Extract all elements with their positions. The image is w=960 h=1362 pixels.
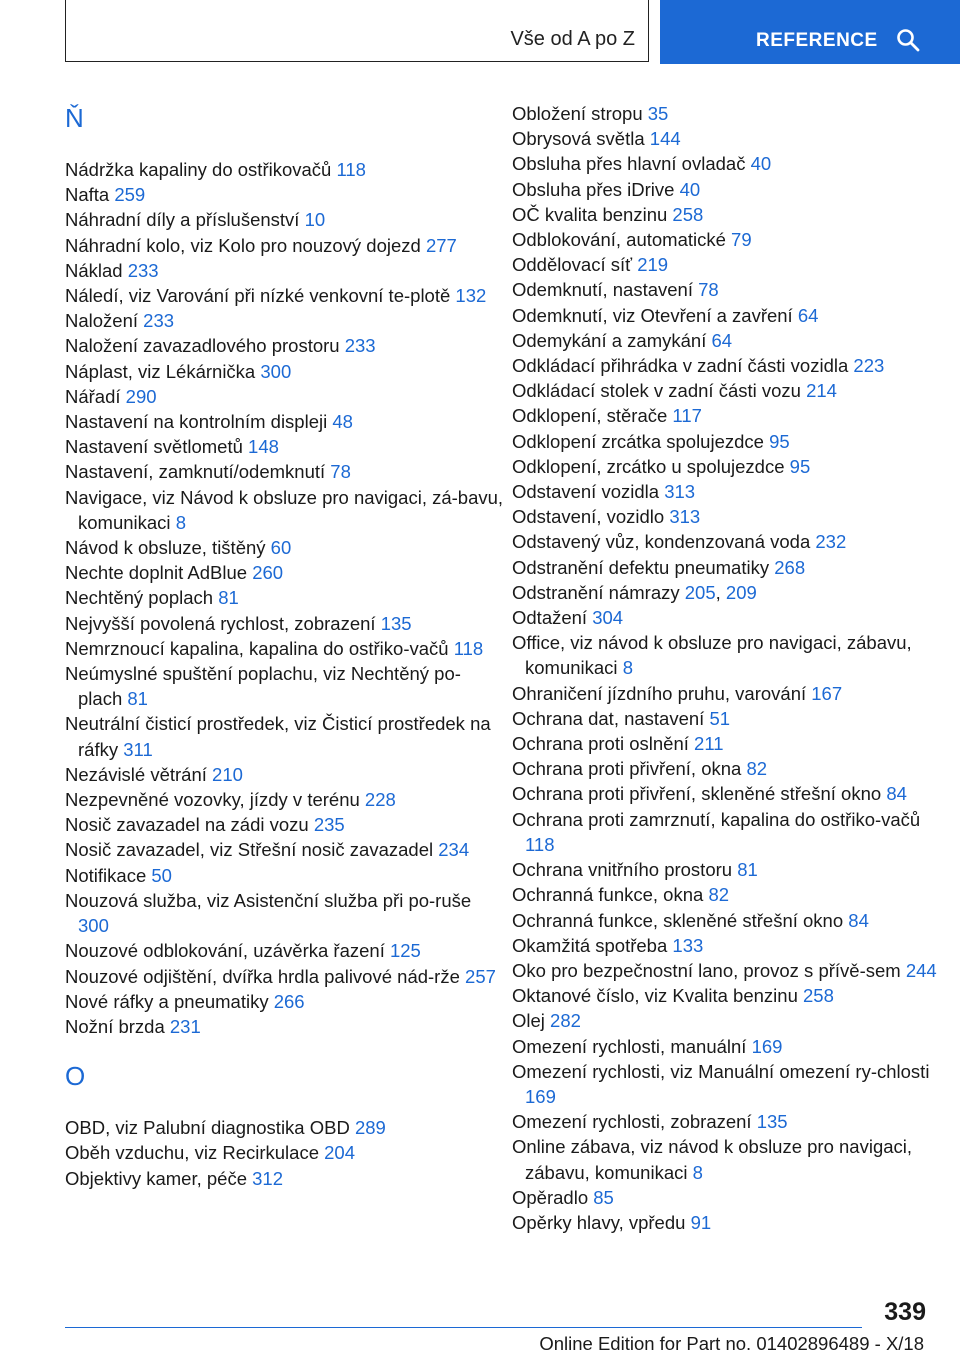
index-entry-text: Nářadí — [65, 385, 121, 407]
index-entry — [512, 151, 952, 176]
index-letter-heading: O — [65, 1061, 86, 1092]
index-entry — [512, 101, 952, 126]
index-entry-text: Odklopení, stěrače — [512, 405, 668, 427]
page-link[interactable]: 8 — [692, 1161, 703, 1183]
page-link[interactable]: 228 — [364, 789, 396, 811]
footer-edition: Online Edition for Part no. 01402896489 - X/18 — [539, 1333, 924, 1354]
index-entry — [65, 812, 505, 837]
index-entry — [65, 333, 505, 358]
index-entry-text: Nosič zavazadel, viz Střešní nosič zavazadel — [65, 839, 434, 861]
reference-tab-label: REFERENCE — [756, 30, 878, 51]
index-entry-text: Nádržka kapaliny do ostřikovačů — [65, 159, 332, 180]
page-link[interactable]: 260 — [252, 562, 284, 584]
index-entry-text: Omezení rychlosti, manuální — [512, 1035, 747, 1057]
page-link[interactable]: 205 — [684, 581, 716, 603]
page-link[interactable]: 219 — [637, 254, 669, 276]
index-entry — [65, 157, 505, 182]
index-entry-text: Ochranná funkce, okna — [512, 884, 704, 906]
index-entry — [512, 479, 952, 504]
index-entry — [512, 252, 952, 277]
index-entry — [65, 1140, 505, 1165]
page-link[interactable]: 50 — [151, 864, 172, 886]
index-entry — [65, 182, 505, 207]
index-entry-text: Odblokování, automatické — [512, 229, 726, 251]
page-link[interactable]: 211 — [694, 733, 724, 755]
index-entry-text: OBD, viz Palubní diagnostika OBD — [65, 1117, 350, 1139]
index-entry — [512, 202, 952, 227]
index-entry-text: Notifikace — [65, 864, 147, 886]
index-entry — [512, 857, 952, 882]
page-link[interactable]: 169 — [525, 1085, 556, 1107]
index-entry — [65, 1115, 505, 1140]
page-link[interactable]: 78 — [698, 279, 719, 301]
page-link[interactable]: 290 — [125, 385, 157, 407]
index-entry — [512, 177, 952, 202]
index-entry-text: Okamžitá spotřeba — [512, 934, 668, 956]
index-entry — [512, 933, 952, 958]
page-link[interactable]: 64 — [711, 329, 733, 351]
index-entry-text: Navigace, viz Návod k obsluze pro navigaci, zá-bavu, komunikaci — [65, 486, 504, 533]
index-entry — [512, 706, 952, 731]
page-link[interactable]: 300 — [78, 915, 109, 937]
index-entry — [512, 403, 952, 428]
index-entry-text: Odkládací přihrádka v zadní části vozidla — [512, 355, 849, 377]
index-entry — [512, 277, 952, 302]
reference-tab[interactable] — [660, 0, 960, 64]
index-entry — [65, 585, 505, 610]
page-link[interactable]: 125 — [389, 940, 421, 962]
index-entry — [512, 429, 952, 454]
page-link[interactable]: 91 — [690, 1211, 712, 1233]
index-entry — [65, 233, 505, 258]
index-entry-text: Office, viz návod k obsluze pro navigaci, zábavu, komunikaci — [512, 632, 912, 679]
index-entry-text: Neúmyslné spuštění poplachu, viz Nechtěný po-plach — [65, 663, 461, 710]
page-link[interactable]: 311 — [123, 738, 153, 760]
index-entry-text: Odstavený vůz, kondenzovaná voda — [512, 531, 811, 553]
index-entry-text: Odklopení zrcátka spolujezdce — [512, 430, 764, 452]
index-entry-text: Odstavení vozidla — [512, 481, 660, 503]
index-entry-text: Odklopení, zrcátko u spolujezdce — [512, 455, 785, 477]
index-entry — [512, 781, 952, 806]
page-link[interactable]: 117 — [672, 405, 702, 427]
index-entry: Odstranění námrazy 205, 209 — [512, 581, 757, 603]
index-entry-text: Ochranná funkce, skleněné střešní okno — [512, 909, 844, 931]
index-entry — [65, 207, 505, 232]
index-column-left — [65, 101, 505, 1191]
page-link[interactable]: 10 — [304, 209, 326, 231]
index-entry — [512, 529, 952, 554]
index-entry-text: Odemknutí, nastavení — [512, 279, 693, 301]
index-entry-text: Omezení rychlosti, viz Manuální omezení ry-chlosti — [512, 1060, 930, 1082]
index-entry-text: Odstavení, vozidlo — [512, 506, 665, 528]
index-entry — [512, 1034, 952, 1059]
index-entry — [65, 611, 505, 636]
page-link[interactable]: 48 — [332, 411, 353, 433]
index-entry — [512, 454, 952, 479]
index-entry-text: Nastavení světlometů — [65, 436, 243, 458]
page-link[interactable]: 82 — [708, 884, 730, 906]
index-entry — [65, 1014, 505, 1039]
index-entry — [65, 560, 505, 585]
search-icon[interactable] — [896, 28, 920, 52]
index-entry-text: Obrysová světla — [512, 128, 645, 150]
index-entry — [65, 434, 505, 459]
index-entry-text: Ochrana proti přivření, okna — [512, 758, 742, 780]
index-entry — [512, 378, 952, 403]
index-column-right — [512, 101, 952, 1235]
index-entry — [512, 756, 952, 781]
page-link[interactable]: 40 — [750, 153, 772, 175]
page-link[interactable]: 8 — [175, 511, 186, 533]
page-number: 339 — [884, 1298, 926, 1326]
index-entry-text: Nové ráfky a pneumatiky — [65, 990, 269, 1012]
page-link[interactable]: 132 — [455, 285, 487, 307]
index-entry-text: Omezení rychlosti, zobrazení — [512, 1111, 752, 1133]
index-entry — [512, 882, 952, 907]
index-list-n — [65, 157, 505, 1039]
page-link[interactable]: 209 — [725, 581, 757, 603]
page-link[interactable]: 258 — [672, 203, 704, 225]
index-entry-text: Oko pro bezpečnostní lano, provoz s přívě-sem — [512, 959, 901, 981]
index-entry — [65, 359, 505, 384]
page-link[interactable]: 234 — [438, 839, 470, 861]
index-entry-text: Odstranění námrazy — [512, 581, 680, 603]
index-entry — [512, 1109, 952, 1134]
index-entry-text: Obsluha přes iDrive — [512, 178, 675, 200]
index-entry — [512, 1210, 952, 1235]
index-entry-text: Nechtěný poplach — [65, 587, 214, 609]
index-entry-text: Nouzové odblokování, uzávěrka řazení — [65, 940, 385, 962]
footer-divider — [65, 1327, 862, 1328]
index-entry-text: Náplast, viz Lékárnička — [65, 360, 256, 382]
index-entry-text: Neutrální čisticí prostředek, viz Čisticí prostředek na ráfky — [65, 713, 491, 760]
page-link[interactable]: 8 — [622, 657, 633, 679]
page-link[interactable]: 277 — [425, 234, 457, 256]
index-entry — [65, 661, 505, 711]
index-entry-text: Oběh vzduchu, viz Recirkulace — [65, 1142, 319, 1164]
index-entry-text: Nechte doplnit AdBlue — [65, 562, 248, 584]
index-entry-text: Ochrana proti přivření, skleněné střešní okno — [512, 783, 882, 805]
index-entry — [65, 989, 505, 1014]
index-entry-text: Oddělovací síť — [512, 254, 633, 276]
page-link[interactable]: 64 — [797, 304, 819, 326]
index-entry-text: Odemykání a zamykání — [512, 329, 707, 351]
page-link[interactable]: 300 — [260, 360, 292, 382]
index-entry — [512, 126, 952, 151]
page-link[interactable]: 210 — [212, 763, 243, 785]
index-entry-text: Nastavení na kontrolním displeji — [65, 411, 328, 433]
index-entry — [65, 938, 505, 963]
index-entry — [65, 762, 505, 787]
page-link[interactable]: 51 — [709, 707, 731, 729]
page-link[interactable]: 118 — [336, 159, 366, 180]
index-entry-text: Odkládací stolek v zadní části vozu — [512, 380, 801, 402]
index-entry-text: Naložení zavazadlového prostoru — [65, 335, 340, 357]
index-entry-text: Olej — [512, 1010, 545, 1032]
page-link[interactable]: 204 — [324, 1142, 355, 1164]
index-entry — [65, 787, 505, 812]
page-link[interactable]: 144 — [649, 128, 681, 150]
index-entry-text: Nejvyšší povolená rychlost, zobrazení — [65, 612, 376, 634]
index-entry — [65, 258, 505, 283]
index-entry — [512, 630, 952, 680]
page-link[interactable]: 233 — [344, 335, 376, 357]
index-entry — [512, 353, 952, 378]
page-link[interactable]: 84 — [848, 909, 869, 931]
index-entry — [512, 227, 952, 252]
index-entry-text: Nouzová služba, viz Asistenční služba při po-ruše — [65, 889, 472, 911]
page-link[interactable]: 258 — [803, 985, 834, 1007]
page-link[interactable]: 118 — [453, 637, 484, 659]
index-entry — [512, 328, 952, 353]
page-link[interactable]: 233 — [127, 259, 159, 281]
page-link[interactable]: 244 — [905, 959, 937, 981]
page-link[interactable]: 40 — [679, 178, 701, 200]
index-entry — [512, 681, 952, 706]
index-entry-text: Nafta — [65, 184, 110, 206]
page-link[interactable]: 95 — [789, 455, 811, 477]
index-entry — [512, 731, 952, 756]
index-entry — [65, 459, 505, 484]
section-title: Vše od A po Z — [510, 28, 635, 50]
page-link[interactable]: 282 — [550, 1010, 581, 1032]
index-entry — [65, 283, 505, 308]
page-link[interactable]: 82 — [746, 758, 768, 780]
index-entry — [512, 555, 952, 580]
index-entry-text: Náklad — [65, 259, 123, 281]
index-entry-text: OČ kvalita benzinu — [512, 203, 668, 225]
index-entry-text: Oktanové číslo, viz Kvalita benzinu — [512, 985, 798, 1007]
index-entry — [65, 964, 505, 989]
index-entry — [65, 535, 505, 560]
page-link[interactable]: 81 — [737, 859, 758, 881]
index-entry — [65, 409, 505, 434]
index-entry — [512, 983, 952, 1008]
header-section-box — [65, 0, 649, 62]
index-entry-text: Ochrana vnitřního prostoru — [512, 859, 733, 881]
index-list-o — [65, 1115, 505, 1191]
page-link[interactable]: 233 — [143, 310, 175, 332]
index-entry-text: Online zábava, viz návod k obsluze pro navigaci, zábavu, komunikaci — [512, 1136, 913, 1183]
index-entry — [65, 1166, 505, 1191]
page-link[interactable]: 259 — [114, 184, 146, 206]
page-link[interactable]: 135 — [756, 1111, 788, 1133]
page-link[interactable]: 257 — [465, 965, 496, 987]
index-entry — [512, 807, 952, 857]
index-entry-text: Ochrana proti oslnění — [512, 733, 689, 755]
page-link[interactable]: 167 — [811, 682, 843, 704]
page-link[interactable]: 81 — [218, 587, 239, 609]
index-entry-text: Nosič zavazadel na zádi vozu — [65, 814, 309, 836]
index-entry-text: Nezávislé větrání — [65, 763, 207, 785]
index-entry — [512, 504, 952, 529]
page-link[interactable]: 231 — [169, 1015, 201, 1037]
index-entry-text: Náhradní díly a příslušenství — [65, 209, 300, 231]
index-entry-text: Opěradlo — [512, 1186, 589, 1208]
index-entry-text: Nemrznoucí kapalina, kapalina do ostřiko-vačů — [65, 637, 449, 659]
page-link[interactable]: 95 — [769, 430, 790, 452]
index-entry-text: Odemknutí, viz Otevření a zavření — [512, 304, 793, 326]
page-link[interactable]: 133 — [672, 934, 704, 956]
page-link[interactable]: 268 — [774, 556, 806, 578]
index-entry-text: Obložení stropu — [512, 103, 643, 124]
index-entry-text: Nožní brzda — [65, 1015, 165, 1037]
page-link[interactable]: 79 — [731, 229, 752, 251]
index-entry — [65, 636, 505, 661]
page-link[interactable]: 266 — [273, 990, 305, 1012]
page-link[interactable]: 35 — [647, 103, 669, 124]
page-link[interactable]: 85 — [593, 1186, 614, 1208]
page-link[interactable]: 135 — [380, 612, 412, 634]
page-link[interactable]: 313 — [664, 481, 696, 503]
index-entry — [65, 837, 505, 862]
index-list-right — [512, 101, 952, 1235]
index-entry — [65, 863, 505, 888]
index-entry — [65, 711, 505, 761]
index-entry-text: Naložení — [65, 310, 139, 332]
index-entry — [512, 1185, 952, 1210]
index-entry-text: Náledí, viz Varování při nízké venkovní te-plotě — [65, 285, 451, 307]
page-link[interactable]: 312 — [252, 1167, 284, 1189]
index-entry-text: Ochrana proti zamrznutí, kapalina do ostřiko-vačů — [512, 808, 921, 830]
index-entry-text: Návod k obsluze, tištěný — [65, 537, 266, 559]
index-entry — [512, 1008, 952, 1033]
index-entry — [512, 908, 952, 933]
index-entry — [65, 485, 505, 535]
page-link[interactable]: 78 — [330, 461, 351, 483]
index-entry-text: Objektivy kamer, péče — [65, 1167, 247, 1189]
page-link[interactable]: 304 — [592, 607, 624, 629]
page-link[interactable]: 60 — [270, 537, 292, 559]
index-entry — [512, 958, 952, 983]
page-link[interactable]: 235 — [313, 814, 345, 836]
index-entry — [512, 303, 952, 328]
index-entry-text: Ohraničení jízdního pruhu, varování — [512, 682, 807, 704]
page-link[interactable]: 313 — [669, 506, 701, 528]
index-entry-text: Odstranění defektu pneumatiky — [512, 556, 770, 578]
index-entry — [65, 888, 505, 938]
page-link[interactable]: 232 — [815, 531, 847, 553]
page-link[interactable]: 169 — [751, 1035, 783, 1057]
page-link[interactable]: 223 — [853, 355, 885, 377]
index-entry-text: Náhradní kolo, viz Kolo pro nouzový dojezd — [65, 234, 421, 256]
index-entry-text: Obsluha přes hlavní ovladač — [512, 153, 746, 175]
index-entry — [65, 308, 505, 333]
page-link[interactable]: 289 — [354, 1117, 386, 1139]
page-link[interactable]: 118 — [525, 833, 555, 855]
index-entry-text: Nouzové odjištění, dvířka hrdla palivové nád-rže — [65, 965, 460, 987]
page-link[interactable]: 148 — [248, 436, 279, 458]
index-entry — [512, 605, 952, 630]
index-entry — [65, 384, 505, 409]
page-link[interactable]: 84 — [886, 783, 907, 805]
index-entry-text: Ochrana dat, nastavení — [512, 707, 705, 729]
index-entry-text: Odtažení — [512, 607, 588, 629]
page-link[interactable]: 214 — [806, 380, 837, 402]
index-entry — [512, 1134, 952, 1184]
index-entry-text: Opěrky hlavy, vpředu — [512, 1211, 686, 1233]
index-entry — [512, 1059, 952, 1109]
page-link[interactable]: 81 — [127, 688, 148, 710]
index-letter-heading: Ň — [65, 103, 84, 133]
index-entry-text: Nezpevněné vozovky, jízdy v terénu — [65, 789, 360, 811]
index-entry-text: Nastavení, zamknutí/odemknutí — [65, 461, 326, 483]
